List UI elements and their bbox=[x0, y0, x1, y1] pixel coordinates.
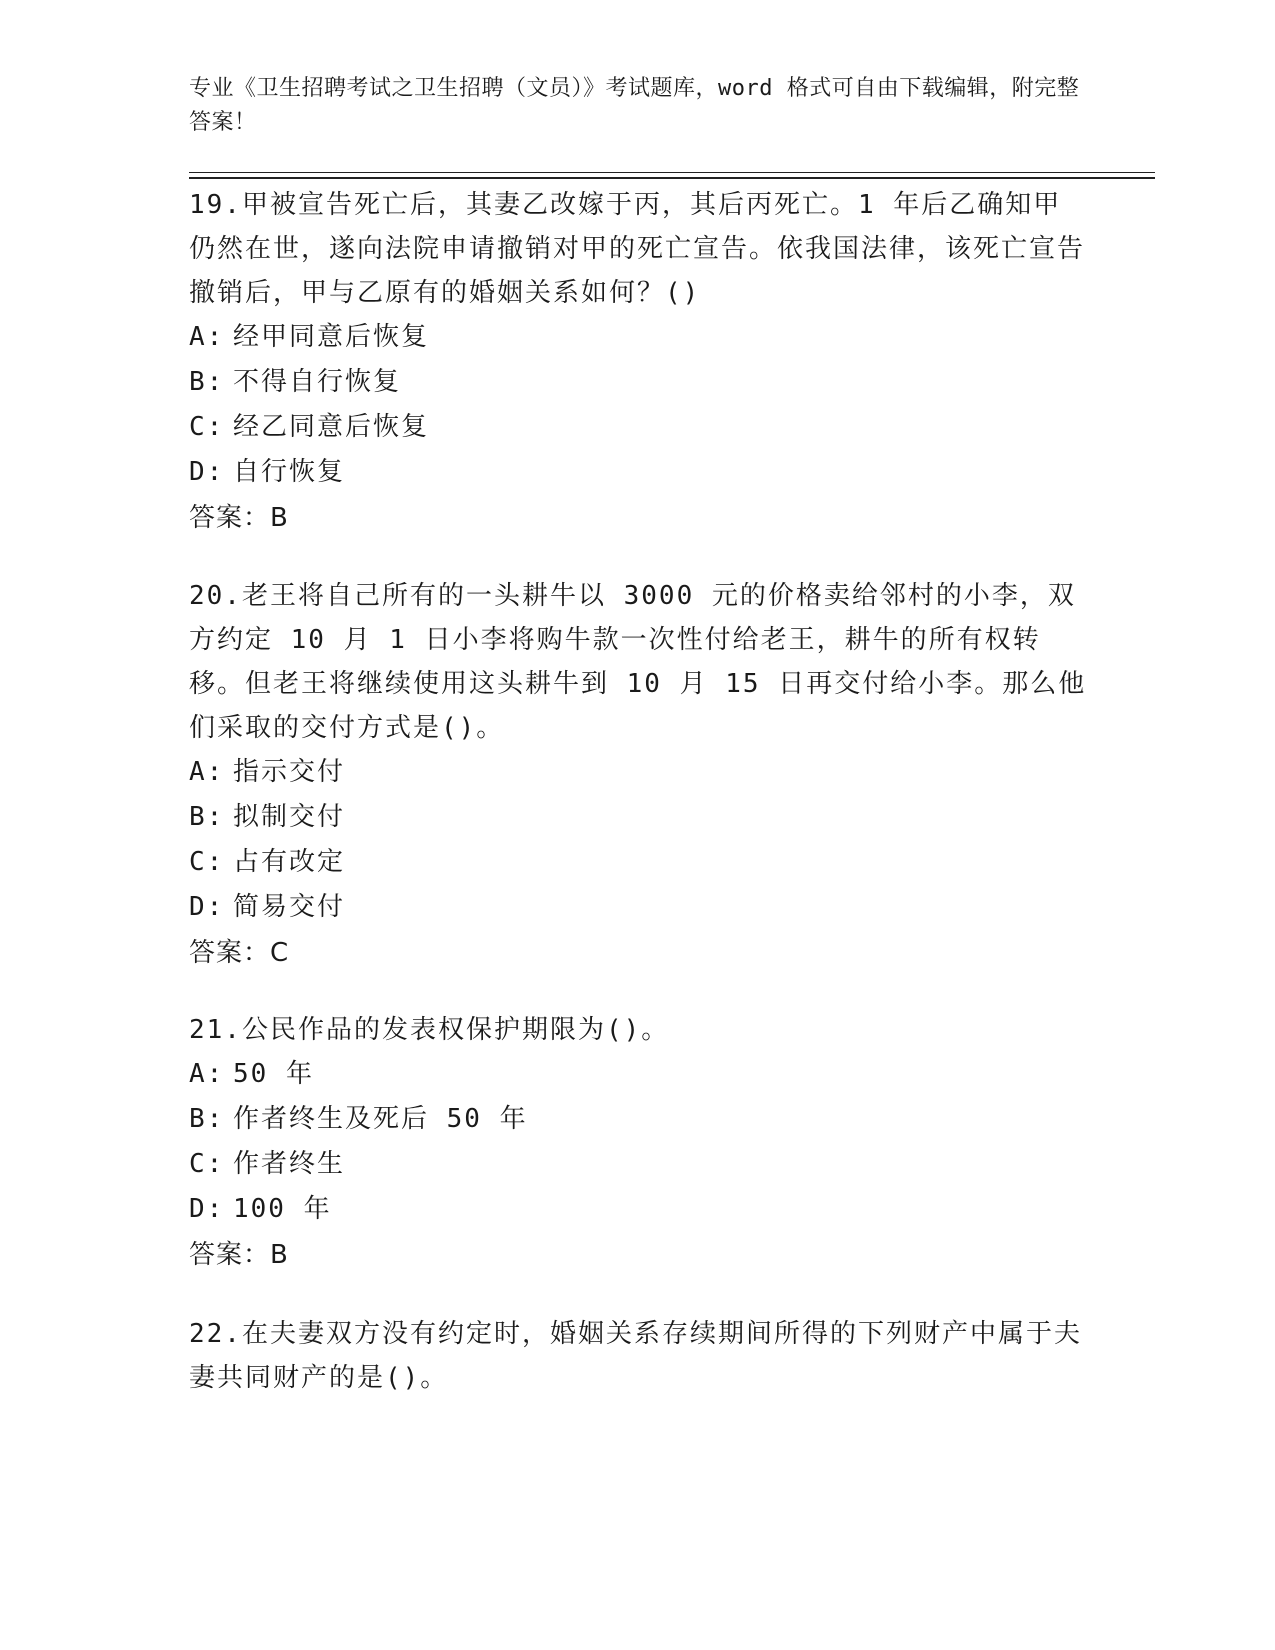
option-text: 简易交付 bbox=[233, 892, 346, 922]
option-b bbox=[189, 360, 1089, 405]
option-b bbox=[189, 1097, 1089, 1142]
option-a bbox=[189, 1052, 1089, 1097]
question-stem: 21.公民作品的发表权保护期限为()。 bbox=[189, 1015, 670, 1045]
option-d bbox=[189, 885, 1089, 930]
option-letter: B: bbox=[189, 802, 225, 832]
option-text: 指示交付 bbox=[233, 757, 346, 787]
option-text: 经乙同意后恢复 bbox=[233, 412, 430, 442]
question-stem: 20.老王将自己所有的一头耕牛以 3000 元的价格卖给邻村的小李，双方约定 10 月 1 日小李将购牛款一次性付给老王，耕牛的所有权转移。但老王将继续使用这头耕牛到 10 月 15 日再交付给小李。那么他们采取的交付方式是()。 bbox=[189, 581, 1087, 743]
header-divider-thick bbox=[189, 177, 1155, 179]
option-text: 作者终生及死后 50 年 bbox=[233, 1104, 528, 1134]
option-letter: B: bbox=[189, 1104, 225, 1134]
option-d bbox=[189, 1187, 1089, 1232]
option-letter: C: bbox=[189, 1149, 225, 1179]
option-a bbox=[189, 750, 1089, 795]
option-a bbox=[189, 315, 1089, 360]
question-21 bbox=[189, 1008, 1089, 1278]
answer-line: 答案：B bbox=[189, 503, 289, 533]
option-text: 经甲同意后恢复 bbox=[233, 322, 430, 352]
option-letter: D: bbox=[189, 457, 225, 487]
option-letter: C: bbox=[189, 847, 225, 877]
option-text: 100 年 bbox=[233, 1194, 332, 1224]
option-text: 作者终生 bbox=[233, 1149, 346, 1179]
option-letter: D: bbox=[189, 892, 225, 922]
document-header: 专业《卫生招聘考试之卫生招聘（文员）》考试题库，word 格式可自由下载编辑，附完整答案！ bbox=[189, 76, 1080, 135]
header-divider-thin bbox=[189, 172, 1155, 173]
question-stem: 19.甲被宣告死亡后，其妻乙改嫁于丙，其后丙死亡。1 年后乙确知甲仍然在世，遂向法院申请撤销对甲的死亡宣告。依我国法律，该死亡宣告撤销后，甲与乙原有的婚姻关系如何？() bbox=[189, 190, 1086, 308]
answer-line: 答案：B bbox=[189, 1240, 289, 1270]
question-stem: 22.在夫妻双方没有约定时，婚姻关系存续期间所得的下列财产中属于夫妻共同财产的是()。 bbox=[189, 1319, 1082, 1393]
option-letter: C: bbox=[189, 412, 225, 442]
option-letter: A: bbox=[189, 1059, 225, 1089]
option-text: 自行恢复 bbox=[233, 457, 346, 487]
option-c bbox=[189, 405, 1089, 450]
option-text: 50 年 bbox=[233, 1059, 314, 1089]
option-letter: A: bbox=[189, 322, 225, 352]
question-19 bbox=[189, 183, 1089, 541]
option-b bbox=[189, 795, 1089, 840]
option-c bbox=[189, 840, 1089, 885]
option-c bbox=[189, 1142, 1089, 1187]
answer-line: 答案：C bbox=[189, 938, 290, 968]
option-letter: B: bbox=[189, 367, 225, 397]
question-22 bbox=[189, 1312, 1089, 1400]
option-letter: A: bbox=[189, 757, 225, 787]
option-text: 拟制交付 bbox=[233, 802, 346, 832]
option-d bbox=[189, 450, 1089, 495]
option-text: 不得自行恢复 bbox=[233, 367, 402, 397]
option-letter: D: bbox=[189, 1194, 225, 1224]
question-20 bbox=[189, 574, 1089, 976]
option-text: 占有改定 bbox=[233, 847, 346, 877]
